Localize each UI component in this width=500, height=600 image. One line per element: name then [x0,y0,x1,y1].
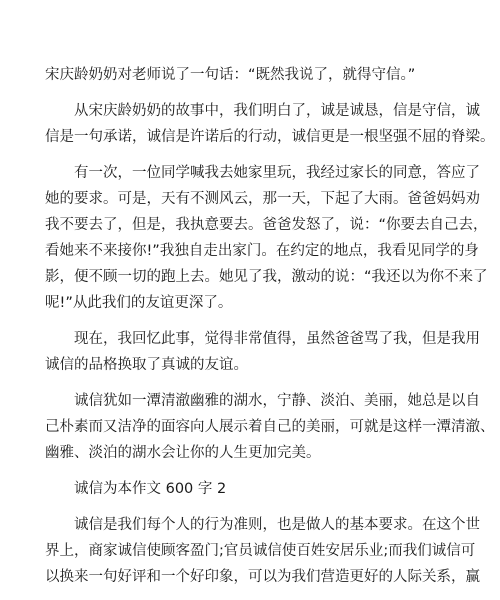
text-line: 现在，我回忆此事，觉得非常值得，虽然爸爸骂了我，但是我用 [74,331,480,347]
document-body [45,62,495,600]
text-line: 呢!”从此我们的友谊更深了。 [45,295,233,311]
text-line: 界上，商家诚信使顾客盈门;官员诚信使百姓安居乐业;而我们诚信可 [45,543,476,559]
text-line: 己朴素而又洁净的面容向人展示着自己的美丽，可就是这样一潭清澈、 [45,419,495,435]
paragraph-3 [45,160,488,316]
text-line: 信是一句承诺，诚信是许诺后的行动，诚信更是一根坚强不屈的脊梁。 [45,129,495,145]
text-line: 影，便不顾一切的跑上去。她见了我，激动的说：“我还以为你不来了 [45,269,488,285]
paragraph-5 [45,388,495,466]
text-line: 诚信犹如一潭清澈幽雅的湖水，宁静、淡泊、美丽，她总是以自 [74,393,480,409]
text-line: 以换来一句好评和一个好印象，可以为我们营造更好的人际关系，赢 [45,569,480,585]
text-line: 幽雅、淡泊的湖水会让你的人生更加完美。 [45,445,321,461]
text-line: 诚信是我们每个人的行为准则，也是做人的基本要求。在这个世 [74,517,480,533]
paragraph-2 [45,98,495,150]
paragraph-6 [45,512,480,590]
text-line: 我不要去了，但是，我执意要去。爸爸发怒了，说：“你要去自己去， [45,217,488,233]
paragraph-1 [45,62,463,88]
text-line: 从宋庆龄奶奶的故事中，我们明白了，诚是诚恳，信是守信，诚 [74,103,480,119]
section-heading [45,476,463,502]
text-line: 诚信的品格换取了真诚的友谊。 [45,357,248,373]
text-line: 她的要求。可是，天有不测风云，那一天，下起了大雨。爸爸妈妈劝 [45,191,480,207]
text-line: 宋庆龄奶奶对老师说了一句话：“既然我说了，就得守信。” [45,67,416,83]
text-line: 看她来不来接你!”我独自走出家门。在约定的地点，我看见同学的身 [45,243,479,259]
paragraph-4 [45,326,480,378]
text-line: 有一次，一位同学喊我去她家里玩，我经过家长的同意，答应了 [74,165,480,181]
heading-text: 诚信为本作文 600 字 2 [74,481,227,497]
